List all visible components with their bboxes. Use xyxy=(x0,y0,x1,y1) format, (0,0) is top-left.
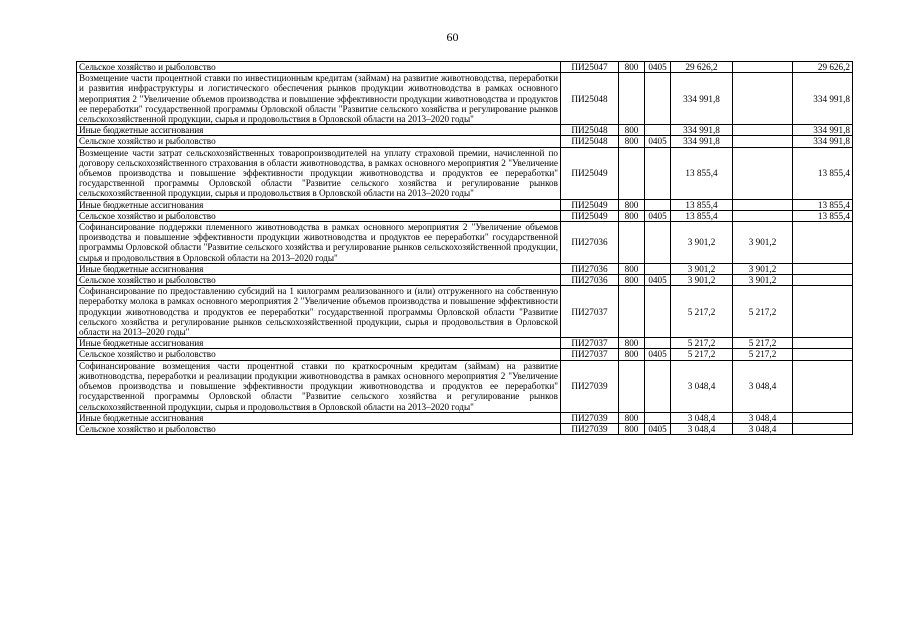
row-amount-other xyxy=(793,360,853,412)
row-vr: 800 xyxy=(619,136,645,147)
row-rz: 0405 xyxy=(645,275,671,286)
row-amount-cofinancing: 3 901,2 xyxy=(733,263,793,274)
row-rz: 0405 xyxy=(645,349,671,360)
row-amount-cofinancing: 5 217,2 xyxy=(733,286,793,338)
table-row xyxy=(77,360,853,412)
row-amount-cofinancing xyxy=(733,210,793,221)
row-vr xyxy=(619,222,645,264)
row-amount-other: 334 991,8 xyxy=(793,73,853,125)
table-row xyxy=(77,263,853,274)
row-rz xyxy=(645,125,671,136)
row-rz xyxy=(645,286,671,338)
row-vr: 800 xyxy=(619,412,645,423)
row-rz xyxy=(645,360,671,412)
row-name: Сельское хозяйство и рыболовство xyxy=(77,275,561,286)
table-row xyxy=(77,423,853,434)
row-amount-total: 3 048,4 xyxy=(671,423,733,434)
row-name: Софинансирование по предоставлению субсидий на 1 килограмм реализованного и (или) отгруженного на собственную переработку молока в рамках основного мероприятия 2 "Увеличение объемов производства и повышение эффективности продукции животноводства и продуктов ее переработки" государственной программы Орловской области "Развитие сельского хозяйства и регулирование рынков сельскохозяйственной продукции, сырья и продовольствия в Орловской области на 2013–2020 годы" xyxy=(77,286,561,338)
row-rz xyxy=(645,412,671,423)
row-vr xyxy=(619,147,645,199)
row-vr: 800 xyxy=(619,125,645,136)
row-name: Софинансирование возмещения части процентной ставки по краткосрочным кредитам (займам) на развитие животноводства, переработки и реализации продукции животноводства в рамках основного мероприятия 2 "Увеличение объемов производства и повышение эффективности продукции животноводства и продуктов ее переработки" государственной программы Орловской области "Развитие сельского хозяйства и регулирование рынков сельскохозяйственной продукции, сырья и продовольствия в Орловской области на 2013–2020 годы" xyxy=(77,360,561,412)
table-row xyxy=(77,125,853,136)
row-amount-other: 13 855,4 xyxy=(793,210,853,221)
row-amount-total: 334 991,8 xyxy=(671,136,733,147)
row-vr: 800 xyxy=(619,199,645,210)
row-code: ПИ27039 xyxy=(561,360,619,412)
row-vr xyxy=(619,360,645,412)
row-amount-cofinancing: 3 048,4 xyxy=(733,423,793,434)
row-amount-cofinancing xyxy=(733,136,793,147)
row-amount-other xyxy=(793,286,853,338)
row-amount-total: 334 991,8 xyxy=(671,73,733,125)
row-rz: 0405 xyxy=(645,423,671,434)
table-row xyxy=(77,147,853,199)
row-vr: 800 xyxy=(619,263,645,274)
table-row xyxy=(77,275,853,286)
row-vr xyxy=(619,73,645,125)
row-name: Иные бюджетные ассигнования xyxy=(77,412,561,423)
row-amount-other xyxy=(793,423,853,434)
row-code: ПИ27036 xyxy=(561,275,619,286)
row-code: ПИ25048 xyxy=(561,125,619,136)
row-amount-cofinancing: 3 048,4 xyxy=(733,412,793,423)
row-name: Возмещение части затрат сельскохозяйственных товаропроизводителей на уплату страховой премии, начисленной по договору сельскохозяйственного страхования в области животноводства, в рамках основного мероприятия 2 "Увеличение объемов производства и повышение эффективности продукции животноводства и продуктов ее переработки" государственной программы Орловской области "Развитие сельского хозяйства и регулирование рынков сельскохозяйственной продукции, сырья и продовольствия в Орловской области на 2013–2020 годы" xyxy=(77,147,561,199)
row-code: ПИ27037 xyxy=(561,338,619,349)
row-amount-other xyxy=(793,412,853,423)
table-row xyxy=(77,338,853,349)
row-code: ПИ25047 xyxy=(561,62,619,73)
row-rz xyxy=(645,147,671,199)
row-amount-cofinancing: 5 217,2 xyxy=(733,338,793,349)
row-amount-cofinancing xyxy=(733,125,793,136)
row-amount-other: 334 991,8 xyxy=(793,125,853,136)
row-code: ПИ27036 xyxy=(561,222,619,264)
row-code: ПИ27039 xyxy=(561,412,619,423)
row-name: Иные бюджетные ассигнования xyxy=(77,199,561,210)
table-row xyxy=(77,62,853,73)
row-code: ПИ25048 xyxy=(561,136,619,147)
row-name: Сельское хозяйство и рыболовство xyxy=(77,349,561,360)
row-name: Сельское хозяйство и рыболовство xyxy=(77,210,561,221)
table-row xyxy=(77,210,853,221)
row-amount-total: 5 217,2 xyxy=(671,286,733,338)
row-name: Иные бюджетные ассигнования xyxy=(77,263,561,274)
row-rz: 0405 xyxy=(645,210,671,221)
row-amount-other: 29 626,2 xyxy=(793,62,853,73)
row-amount-total: 3 048,4 xyxy=(671,412,733,423)
row-amount-total: 3 901,2 xyxy=(671,222,733,264)
table-row xyxy=(77,412,853,423)
row-amount-other xyxy=(793,338,853,349)
row-name: Возмещение части процентной ставки по инвестиционным кредитам (займам) на развитие животноводства, переработки и развития инфраструктуры и логистического обеспечения рынков продукции животноводства в рамках основного мероприятия 2 "Увеличение объемов производства и повышение эффективности продукции животноводства и продуктов ее переработки" государственной программы Орловской области "Развитие сельского хозяйства и регулирование рынков сельскохозяйственной продукции, сырья и продовольствия в Орловской области на 2013–2020 годы" xyxy=(77,73,561,125)
row-vr: 800 xyxy=(619,349,645,360)
row-amount-total: 3 901,2 xyxy=(671,263,733,274)
row-amount-other xyxy=(793,263,853,274)
table-row xyxy=(77,73,853,125)
row-name: Сельское хозяйство и рыболовство xyxy=(77,423,561,434)
row-amount-cofinancing: 5 217,2 xyxy=(733,349,793,360)
row-rz xyxy=(645,263,671,274)
row-amount-other: 13 855,4 xyxy=(793,199,853,210)
row-amount-total: 5 217,2 xyxy=(671,338,733,349)
row-code: ПИ25049 xyxy=(561,147,619,199)
row-code: ПИ27037 xyxy=(561,286,619,338)
row-code: ПИ25049 xyxy=(561,199,619,210)
row-amount-total: 13 855,4 xyxy=(671,210,733,221)
table-row xyxy=(77,136,853,147)
row-vr: 800 xyxy=(619,62,645,73)
row-name: Сельское хозяйство и рыболовство xyxy=(77,62,561,73)
row-amount-total: 13 855,4 xyxy=(671,147,733,199)
row-amount-other: 13 855,4 xyxy=(793,147,853,199)
row-amount-cofinancing: 3 901,2 xyxy=(733,275,793,286)
row-amount-total: 29 626,2 xyxy=(671,62,733,73)
row-rz xyxy=(645,338,671,349)
row-rz: 0405 xyxy=(645,62,671,73)
row-vr xyxy=(619,286,645,338)
row-name: Софинансирование поддержки племенного животноводства в рамках основного мероприятия 2 "Увеличение объемов производства и повышение эффективности продукции животноводства и продуктов ее переработки" государственной программы Орловской области "Развитие сельского хозяйства и регулирование рынков сельскохозяйственной продукции, сырья и продовольствия в Орловской области на 2013–2020 годы" xyxy=(77,222,561,264)
row-amount-other xyxy=(793,275,853,286)
row-amount-other: 334 991,8 xyxy=(793,136,853,147)
row-vr: 800 xyxy=(619,210,645,221)
budget-table-body xyxy=(77,62,853,435)
row-amount-total: 13 855,4 xyxy=(671,199,733,210)
table-row xyxy=(77,286,853,338)
row-amount-other xyxy=(793,222,853,264)
row-name: Сельское хозяйство и рыболовство xyxy=(77,136,561,147)
row-amount-cofinancing: 3 048,4 xyxy=(733,360,793,412)
row-rz xyxy=(645,199,671,210)
row-code: ПИ25048 xyxy=(561,73,619,125)
row-amount-cofinancing xyxy=(733,147,793,199)
row-amount-total: 5 217,2 xyxy=(671,349,733,360)
row-amount-cofinancing xyxy=(733,199,793,210)
row-rz xyxy=(645,222,671,264)
budget-table xyxy=(76,61,853,435)
row-amount-cofinancing: 3 901,2 xyxy=(733,222,793,264)
row-vr: 800 xyxy=(619,423,645,434)
row-name: Иные бюджетные ассигнования xyxy=(77,338,561,349)
row-vr: 800 xyxy=(619,275,645,286)
table-row xyxy=(77,222,853,264)
table-row xyxy=(77,199,853,210)
row-code: ПИ27039 xyxy=(561,423,619,434)
row-amount-cofinancing xyxy=(733,73,793,125)
row-rz xyxy=(645,73,671,125)
page-number: 60 xyxy=(446,30,459,44)
row-vr: 800 xyxy=(619,338,645,349)
row-code: ПИ25049 xyxy=(561,210,619,221)
row-amount-total: 3 048,4 xyxy=(671,360,733,412)
row-code: ПИ27037 xyxy=(561,349,619,360)
row-amount-cofinancing xyxy=(733,62,793,73)
row-amount-total: 334 991,8 xyxy=(671,125,733,136)
row-rz: 0405 xyxy=(645,136,671,147)
row-code: ПИ27036 xyxy=(561,263,619,274)
row-amount-total: 3 901,2 xyxy=(671,275,733,286)
row-amount-other xyxy=(793,349,853,360)
table-row xyxy=(77,349,853,360)
row-name: Иные бюджетные ассигнования xyxy=(77,125,561,136)
